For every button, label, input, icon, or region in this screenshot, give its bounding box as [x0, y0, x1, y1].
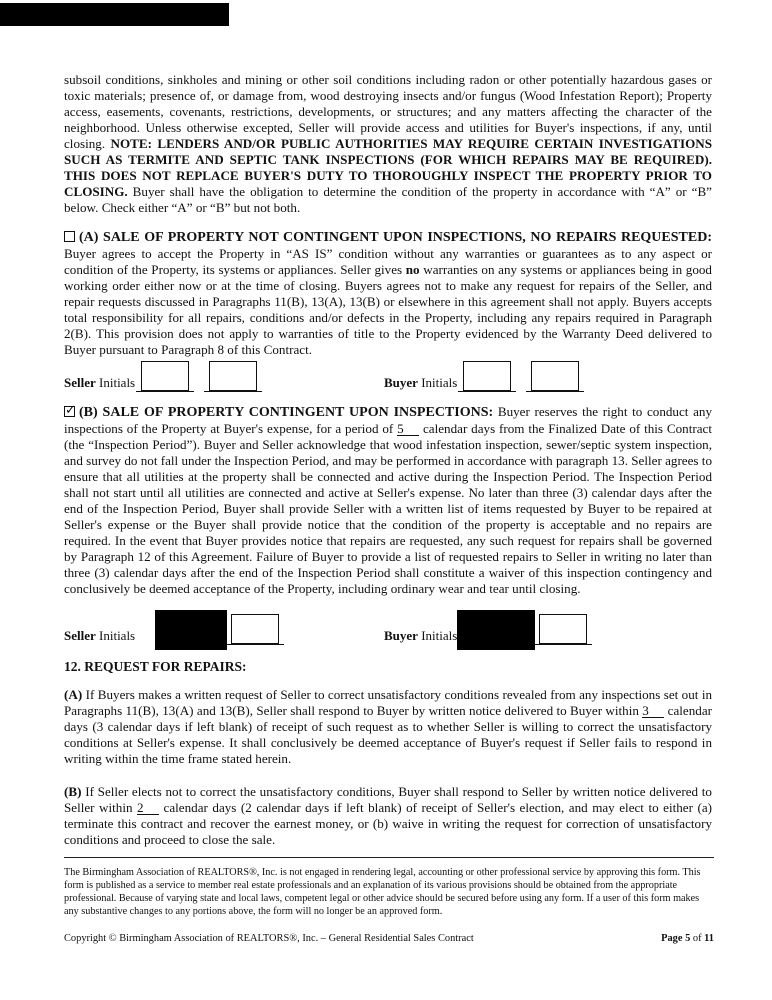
buyer-label: Buyer — [384, 375, 418, 390]
option-a-body-2: warranties on any systems or appliances being in good working order either now or at the time of closing. Buyers agrees not to make any request for repairs of the Seller, and repair requests discussed in Paragraphs 11(B), 13(A), 13(B) or elsewhere in this agreement shall not apply. Buyers accepts total responsibility for all repairs, conditions and/or defects in the Property, including any repairs required in Paragraph 2(B). This provision does not apply to warranties of title to the Property evidenced by the Warranty Deed delivered to Buyer pursuant to Paragraph 8 of this Contract. — [64, 262, 712, 357]
option-a-heading: (A) SALE OF PROPERTY NOT CONTINGENT UPON INSPECTIONS, NO REPAIRS REQUESTED: — [79, 230, 712, 245]
footer-disclaimer: The Birmingham Association of REALTORS®, Inc. is not engaged in rendering legal, accounting or other professional service by approving this form. This form is published as a service to member real estate professionals and an explanation of its various provisions should be obtained from the appropriate professional. Because of varying state and local laws, competent legal or other advice should be secured before using any form. If a user of this form makes any substantive changes to any portions above, the form will no longer be an approved form. — [64, 867, 701, 917]
option-a-body-1: Buyer agrees to accept the Property in “AS IS” condition without any warranties or guarantees as to any aspect or condition of the Property, its systems or appliances. Seller gives — [64, 246, 712, 277]
section-12b-text-1: If Seller elects not to correct the unsatisfactory conditions, Buyer shall respond to Seller by written notice delivered to Seller within — [64, 784, 712, 815]
section-12-heading: 12. REQUEST FOR REPAIRS: — [64, 659, 247, 674]
initials-label: Initials — [421, 375, 458, 390]
inspection-period-days[interactable]: 5 — [397, 422, 419, 436]
seller-label: Seller — [64, 375, 96, 390]
intro-notice: NOTE: LENDERS AND/OR PUBLIC AUTHORITIES MAY REQUIRE CERTAIN INVESTIGATIONS SUCH AS TERMITE AND SEPTIC TANK INSPECTIONS (FOR WHICH REPAIRS MAY BE REQUIRED). THIS DOES NOT REPLACE BUYER'S DUTY TO THOROUGHLY INSPECT THE PROPERTY PRIOR TO CLOSING. — [64, 136, 712, 199]
initials-label: Initials — [421, 628, 458, 643]
section-12b — [64, 784, 712, 848]
seller-initial-box-1[interactable] — [141, 361, 189, 391]
page-number — [661, 933, 714, 944]
buyer-initial-box-2[interactable] — [539, 614, 587, 644]
option-a-checkbox[interactable] — [64, 231, 75, 242]
copyright-line: Copyright © Birmingham Association of REALTORS®, Inc. – General Residential Sales Contract — [64, 933, 474, 944]
redaction-block — [0, 3, 229, 26]
footer-divider — [64, 857, 714, 858]
intro-paragraph — [64, 72, 712, 216]
intro-tail: Buyer shall have the obligation to determine the condition of the property in accordance with “A” or “B” below. Check either “A” or “B” but not both. — [64, 184, 712, 215]
seller-initials-a — [64, 359, 277, 391]
section-12a-text-1: If Buyers makes a written request of Seller to correct unsatisfactory conditions revealed from any inspections set out in Paragraphs 11(B), 13(A) and 13(B), Seller shall respond to Buyer by written notice delivered to Buyer within — [64, 687, 712, 718]
buyer-label: Buyer — [384, 628, 418, 643]
section-12a-text-2: calendar days (3 calendar days if left blank) of receipt of such request as to whether Seller is willing to correct the unsatisfactory conditions at Seller's expense. It shall conclusively be deemed acceptance of Buyer's request if Seller fails to respond in writing within the time frame stated herein. — [64, 703, 712, 766]
section-12b-text-2: calendar days (2 calendar days if left blank) of receipt of Seller's election, and may elect to either (a) terminate this contract and recover the earnest money, or (b) waive in writing the request for correction of unsatisfactory conditions and proceed to close the sale. — [64, 800, 712, 847]
page-word: Page — [661, 933, 683, 944]
page-total: 11 — [704, 933, 714, 944]
page-current: 5 — [685, 933, 691, 944]
seller-initial-redacted — [155, 610, 227, 650]
initials-row-a — [64, 359, 714, 393]
option-b-section — [64, 404, 712, 597]
buyer-response-days[interactable]: 2 — [137, 801, 159, 815]
initials-row-b — [64, 612, 714, 646]
buyer-initials-b — [384, 612, 607, 644]
buyer-initials-a — [384, 359, 599, 391]
seller-response-days[interactable]: 3 — [642, 704, 664, 718]
buyer-initial-box-2[interactable] — [531, 361, 579, 391]
option-a-section — [64, 229, 712, 358]
section-12a — [64, 687, 712, 767]
seller-label: Seller — [64, 628, 96, 643]
intro-text: subsoil conditions, sinkholes and mining or other soil conditions including radon or other potentially hazardous gases or toxic materials; presence of, or damage from, wood destroying insects and/or fungus (Wood Infestation Report); Property access, easements, covenants, restrictions, developments, or structures; and any matters affecting the character of the neighborhood. Unless otherwise excepted, Seller will provide access and utilities for Buyer's inspections, if any, until closing. — [64, 72, 712, 151]
section-12a-label: (A) — [64, 687, 83, 702]
page-of: of — [692, 933, 702, 944]
initials-label: Initials — [99, 628, 136, 643]
seller-initial-box-2[interactable] — [231, 614, 279, 644]
option-b-checkbox[interactable] — [64, 406, 75, 417]
seller-initial-box-2[interactable] — [209, 361, 257, 391]
buyer-initial-redacted — [457, 610, 535, 650]
section-12b-label: (B) — [64, 784, 82, 799]
initials-label: Initials — [99, 375, 136, 390]
option-b-body-1: Buyer reserves the right to conduct any inspections of the Property at Buyer's expense, for a period of — [64, 404, 712, 436]
buyer-initial-box-1[interactable] — [463, 361, 511, 391]
seller-initials-b — [64, 612, 299, 644]
option-b-body-2: calendar days from the Finalized Date of this Contract (the “Inspection Period”). Buyer and Seller acknowledge that wood infestation inspection, sewer/septic system inspection, and survey do not fall under the Inspection Period, and may be performed in accordance with paragraph 13. Seller agrees to ensure that all utilities at the property shall be connected and active during the Inspection Period. The Inspection Period shall not start until all utilities are connected and active at Seller's expense. No later than three (3) calendar days after the end of the Inspection Period, Buyer shall provide Seller with a written list of items requested by Buyer to be repaired at Seller's expense or the Buyer shall provide notice that the condition of the property is acceptable and no repairs are required. In the event that Buyer provides notice that repairs are requested, any such request for repairs shall be governed by Paragraph 12 of this Agreement. Failure of Buyer to provide a list of requested repairs to Seller in writing no later than three (3) calendar days after the end of the Inspection Period shall constitute a waiver of this inspection contingency and conclusively be deemed acceptance of the Property, including ordinary wear and tear until closing. — [64, 421, 712, 596]
option-b-heading: (B) SALE OF PROPERTY CONTINGENT UPON INSPECTIONS: — [79, 405, 494, 420]
option-a-no: no — [405, 262, 420, 277]
